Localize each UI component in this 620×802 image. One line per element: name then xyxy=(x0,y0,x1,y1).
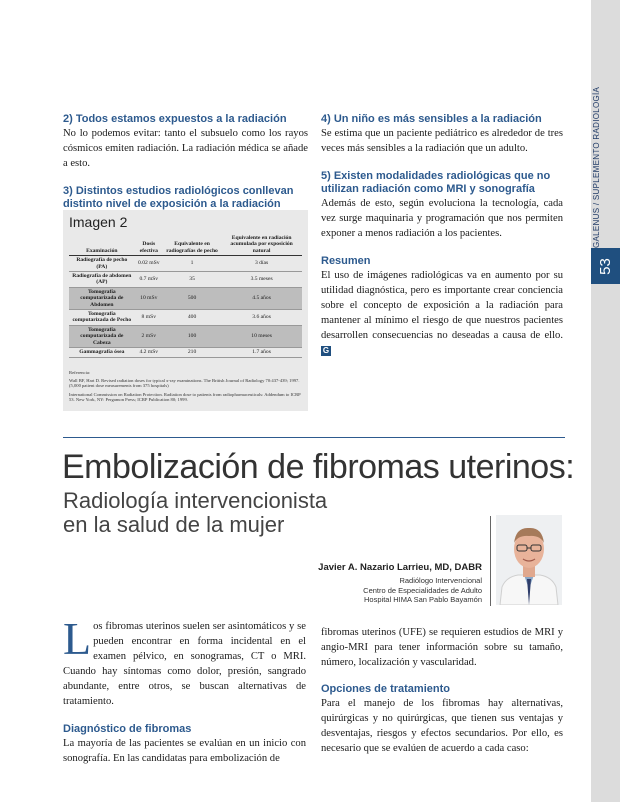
resumen-text: El uso de imágenes radiológicas va en aumento por su utilidad diagnóstica, pero es importante crear conciencia sobre el concepto de exposición a la radiación para mantener al mínimo el riesgo de que nuestros pacientes desarrollen consecuencias no deseadas a causa de ello. xyxy=(321,270,563,341)
ufe-paragraph: fibromas uterinos (UFE) se requieren estudios de MRI y angio-MRI para tener información sobre su tamaño, número, localización y vascularidad. xyxy=(321,627,563,668)
section-5-body: Además de esto, según evoluciona la tecnología, cada vez surge maquinaria y programación que nos permiten exponer a menos radiación a los pacientes. xyxy=(321,198,563,239)
cell: Tomografía computarizada de Cabeza xyxy=(69,325,135,347)
section-5-heading: 5) Existen modalidades radiológicas que no utilizan radiación como MRI y sonografía xyxy=(321,170,551,195)
cell: 35 xyxy=(163,272,221,288)
intro-paragraph xyxy=(63,613,306,709)
cell: 2 mSv xyxy=(135,325,163,347)
figure-title: Imagen 2 xyxy=(69,214,128,230)
section-2-body: No lo podemos evitar: tanto el subsuelo como los rayos cósmicos emiten radiación. La radiación médica se añade a esto. xyxy=(63,128,308,169)
affiliation-line: Hospital HIMA San Pablo Bayamón xyxy=(364,595,482,604)
cell: 3.5 meses xyxy=(221,272,302,288)
col-header: Equivalente en radiografías de pecho xyxy=(163,234,221,256)
cell: 210 xyxy=(163,348,221,357)
upper-left-column xyxy=(63,113,308,211)
references-label: Referencia: xyxy=(69,370,91,375)
diagnostico-body: La mayoría de las pacientes se evalúan en un inicio con sonografía. En las candidatas para embolización de xyxy=(63,738,306,764)
cell: 100 xyxy=(163,325,221,347)
subtitle-line-2: en la salud de la mujer xyxy=(63,512,285,537)
cell: 4.2 mSv xyxy=(135,348,163,357)
author-photo xyxy=(496,515,562,605)
cell: Gammagrafía ósea xyxy=(69,348,135,357)
sidebar-section-label: GALENUS / SUPLEMENTO RADIOLOGÍA xyxy=(592,86,601,248)
section-4-heading: 4) Un niño es más sensibles a la radiación xyxy=(321,113,542,125)
intro-text: os fibromas uterinos suelen ser asintomáticos y se pueden encontrar en forma incidental en el examen pélvico, en sonogramas, CT o MRI. Cuando hay síntomas como dolor, presión, sangrado abundante, entre otros, se buscan alternativas de tratamiento. xyxy=(63,621,306,707)
article-title: Embolización de fibromas uterinos: xyxy=(62,448,575,486)
author-portrait-icon xyxy=(496,515,562,605)
cell: 4.5 años xyxy=(221,287,302,309)
col-header: Examinación xyxy=(69,234,135,256)
cell: 8 mSv xyxy=(135,310,163,326)
table-row xyxy=(69,272,302,288)
reference-2: International Commission on Radiation Protection. Radiation dose to patients from radiopharmaceuticals: Addendum to ICRP 53. New York, NY: Pergamon Press; ICRP Publication 80; 1999. xyxy=(69,391,301,403)
upper-right-column xyxy=(321,113,563,358)
reference-1: Wall BF, Hart D. Revised radiation doses for typical x-ray examinations. The British Journal of Radiology 70:437-439; 1997. (5,000 patient dose measurements from 375 hospitals) xyxy=(69,377,300,389)
author-name: Javier A. Nazario Larrieu, MD, DABR xyxy=(318,562,482,573)
cell: 3.6 años xyxy=(221,310,302,326)
resumen-heading: Resumen xyxy=(321,255,371,267)
section-3-heading: 3) Distintos estudios radiológicos conllevan distinto nivel de exposición a la radiación xyxy=(63,185,294,210)
cell: Tomografía computarizada de Abdomen xyxy=(69,287,135,309)
resumen-body xyxy=(321,268,563,358)
table-row xyxy=(69,348,302,357)
author-affiliation xyxy=(363,576,482,605)
table-row xyxy=(69,256,302,272)
article-subtitle xyxy=(63,489,327,537)
diagnostico-heading: Diagnóstico de fibromas xyxy=(63,723,192,735)
table-row xyxy=(69,310,302,326)
section-2-heading: 2) Todos estamos expuestos a la radiación xyxy=(63,113,287,125)
cell: 500 xyxy=(163,287,221,309)
dose-table xyxy=(69,234,302,358)
cell: 10 mSv xyxy=(135,287,163,309)
cell: Radiografía de pecho (PA) xyxy=(69,256,135,272)
section-divider xyxy=(63,437,565,438)
cell: 10 meses xyxy=(221,325,302,347)
cell: 400 xyxy=(163,310,221,326)
end-mark-icon: G xyxy=(322,345,330,355)
page-number xyxy=(591,248,620,284)
cell: 1 xyxy=(163,256,221,272)
cell: Tomografía computarizada de Pecho xyxy=(69,310,135,326)
photo-divider xyxy=(490,516,491,606)
table-row xyxy=(69,287,302,309)
cell: 0.02 mSv xyxy=(135,256,163,272)
figure-dose-table xyxy=(63,210,308,411)
table-row xyxy=(69,325,302,347)
affiliation-line: Centro de Especialidades de Adulto xyxy=(363,585,482,595)
col-header: Equivalente en radiación acumulada por exposición natural xyxy=(221,234,302,256)
cell: 1.7 años xyxy=(221,348,302,357)
cell: Radiografía de abdomen (AP) xyxy=(69,272,135,288)
lower-right-column xyxy=(321,625,563,756)
figure-references xyxy=(69,370,302,403)
col-header: Dosis efectiva xyxy=(135,234,163,256)
opciones-body: Para el manejo de los fibromas hay alternativas, quirúrgicas y no quirúrgicas, que tienen sus ventajas y desventajas, riesgos y efectos secundarios. Por ello, es necesario que se evalúen de acuerdo a cada caso: xyxy=(321,698,563,754)
drop-cap: L xyxy=(63,613,92,664)
affiliation-line: Radiólogo Intervencional xyxy=(399,576,482,585)
cell: 3 días xyxy=(221,256,302,272)
subtitle-line-1: Radiología intervencionista xyxy=(63,488,328,513)
opciones-heading: Opciones de tratamiento xyxy=(321,683,450,695)
section-4-body: Se estima que un paciente pediátrico es alrededor de tres veces más sensibles a la radiación que un adulto. xyxy=(321,128,563,154)
page-number-text: 53 xyxy=(597,257,614,275)
lower-left-column xyxy=(63,613,306,766)
cell: 0.7 mSv xyxy=(135,272,163,288)
